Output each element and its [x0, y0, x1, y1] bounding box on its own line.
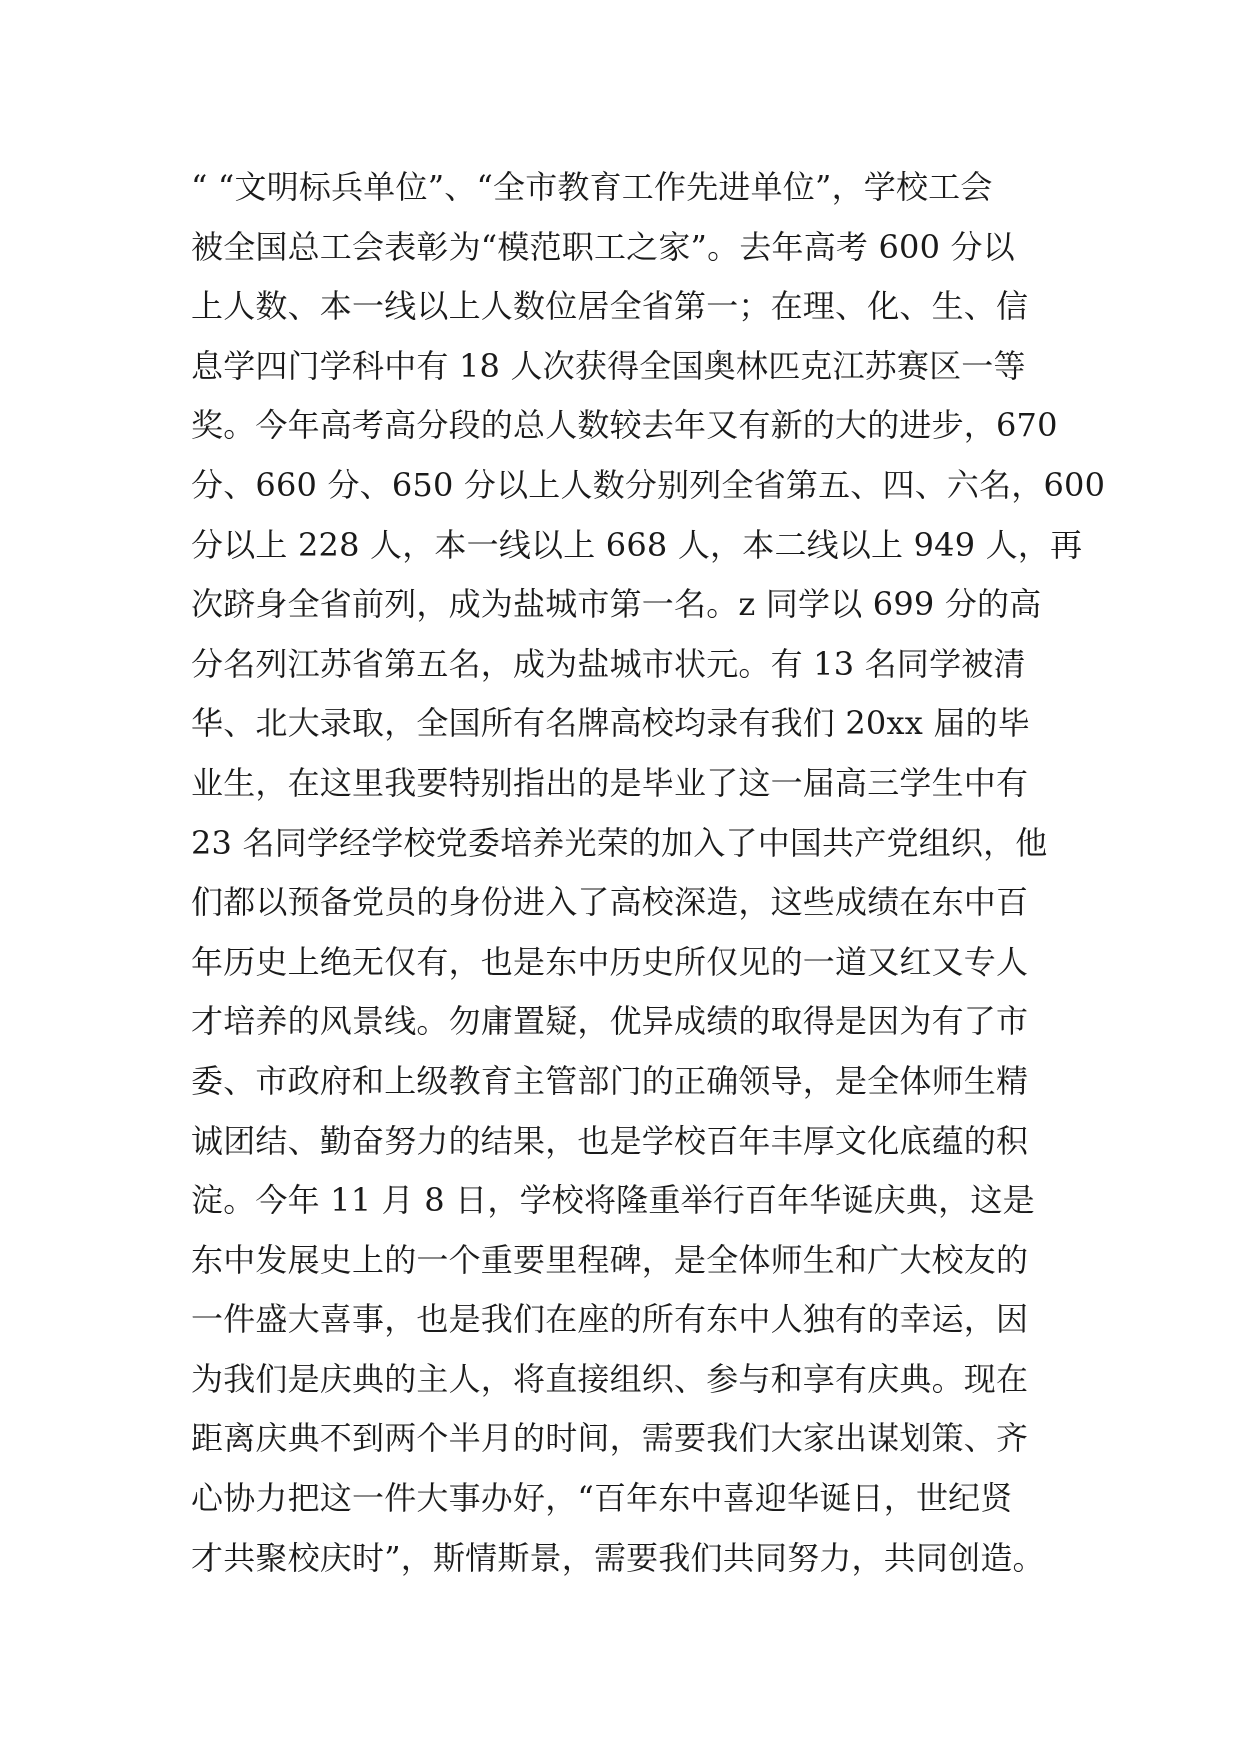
text-line: 被全国总工会表彰为“模范职工之家”。去年高考 600 分以: [191, 227, 1015, 266]
text-line: 分以上 228 人，本一线以上 668 人，本二线以上 949 人，再: [191, 525, 1083, 564]
text-line: 才共聚校庆时”，斯情斯景，需要我们共同努力，共同创造。: [191, 1538, 1045, 1577]
text-line: 为我们是庆典的主人，将直接组织、参与和享有庆典。现在: [191, 1359, 1029, 1398]
text-line: 分名列江苏省第五名，成为盐城市状元。有 13 名同学被清: [191, 644, 1026, 683]
text-line: 们都以预备党员的身份进入了高校深造，这些成绩在东中百: [191, 883, 1029, 922]
text-line: 次跻身全省前列，成为盐城市第一名。z 同学以 699 分的高: [191, 585, 1042, 624]
text-line: 才培养的风景线。勿庸置疑，优异成绩的取得是因为有了市: [191, 1002, 1029, 1041]
text-line: 业生，在这里我要特别指出的是毕业了这一届高三学生中有: [191, 763, 1029, 802]
text-line: 委、市政府和上级教育主管部门的正确领导，是全体师生精: [191, 1061, 1029, 1100]
text-line: 奖。今年高考高分段的总人数较去年又有新的大的进步，670: [191, 406, 1058, 445]
text-line: 息学四门学科中有 18 人次获得全国奥林匹克江苏赛区一等: [191, 346, 1026, 385]
text-line: 23 名同学经学校党委培养光荣的加入了中国共产党组织，他: [191, 823, 1048, 862]
text-line: 华、北大录取，全国所有名牌高校均录有我们 20xx 届的毕: [191, 704, 1030, 743]
text-line: 东中发展史上的一个重要里程碑，是全体师生和广大校友的: [191, 1240, 1029, 1279]
text-line: 一件盛大喜事，也是我们在座的所有东中人独有的幸运，因: [191, 1300, 1029, 1339]
text-line: “ “文明标兵单位”、“全市教育工作先进单位”，学校工会: [191, 168, 993, 206]
text-line: 心协力把这一件大事办好，“百年东中喜迎华诞日，世纪贤: [191, 1479, 1013, 1518]
text-line: 年历史上绝无仅有，也是东中历史所仅见的一道又红又专人: [191, 942, 1029, 981]
text-line: 分、660 分、650 分以上人数分别列全省第五、四、六名，600: [191, 465, 1106, 504]
text-line: 淀。今年 11 月 8 日，学校将隆重举行百年华诞庆典，这是: [191, 1181, 1035, 1220]
text-line: 距离庆典不到两个半月的时间，需要我们大家出谋划策、齐: [191, 1419, 1029, 1458]
text-line: 诚团结、勤奋努力的结果，也是学校百年丰厚文化底蕴的积: [191, 1121, 1029, 1160]
body-text: [191, 158, 1106, 1588]
text-line: 上人数、本一线以上人数位居全省第一；在理、化、生、信: [191, 287, 1029, 326]
